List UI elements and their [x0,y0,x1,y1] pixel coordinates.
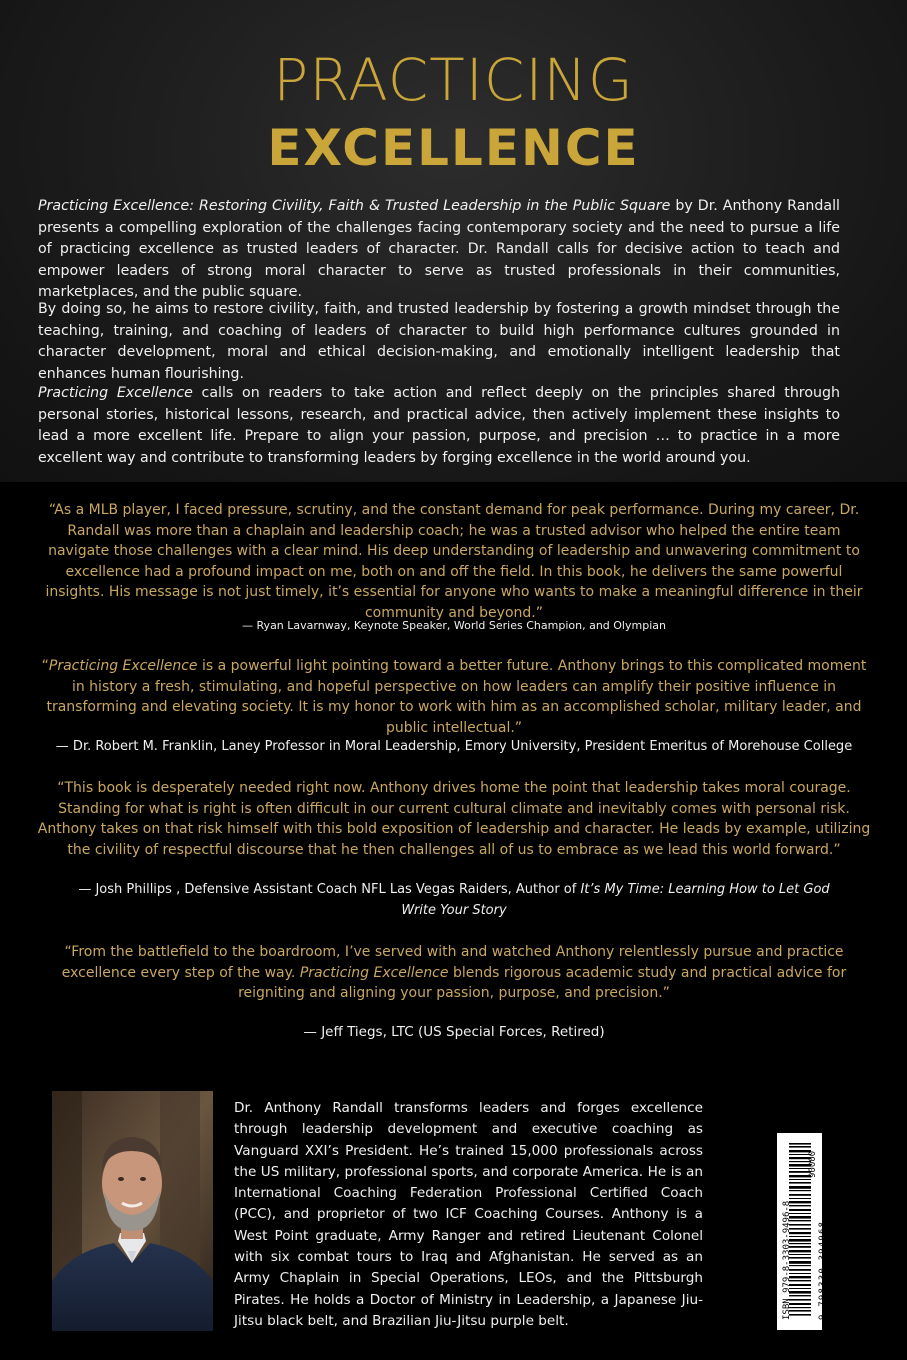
endorsement-1-attribution: — Ryan Lavarnway, Keynote Speaker, World Series Champion, and Olympian [242,619,666,632]
endorsement-4-attribution: — Jeff Tiegs, LTC (US Special Forces, Retired) [303,1024,605,1040]
endorsement-4-quote [36,942,872,1004]
author-portrait-illustration [52,1091,213,1331]
barcode-digits: 9 798330 394968 [818,1220,828,1320]
endorsement-4-text-start: “From the battlefield to the boardroom, I’ve served with and watched Anthony relentlessly pursue and practice excellence every step of the way. [61,944,844,981]
title-line-1: PRACTICING [273,46,634,114]
description-paragraph-3 [38,383,840,469]
description-paragraph-1 [38,196,840,304]
endorsement-2-attribution: — Dr. Robert M. Franklin, Laney Professor in Moral Leadership, Emory University, President Emeritus of Morehouse College [55,739,853,754]
author-bio: Dr. Anthony Randall transforms leaders and forges excellence through leadership development and executive coaching as Vanguard XXI’s President. He’s trained 15,000 professionals across the US military, professional sports, and corporate America. He is an International Coaching Federation Professional Certified Coach (PCC), and proprietor of two ICF Coaching Courses. Anthony is a West Point graduate, Army Ranger and retired Lieutenant Colonel with six combat tours to Iraq and Afghanistan. He served as an Army Chaplain in Special Operations, LEOs, and the Pittsburgh Pirates. He holds a Doctor of Ministry in Leadership, a Japanese Jiu-Jitsu black belt, and Brazilian Jiu-Jitsu purple belt. [234,1100,703,1329]
description-p3-text: calls on readers to take action and reflect deeply on the principles shared through personal stories, historical lessons, research, and practical advice, then actively implement these insights to lead a more excellent life. Prepare to align your passion, purpose, and precision … to practice in a more excellent way and contribute to transforming leaders by forging excellence in the world around you. [38,385,840,466]
author-photo [52,1091,213,1331]
endorsement-4-text-end: blends rigorous academic study and practical advice for reigniting and aligning your passion, purpose, and precision.” [238,964,847,1001]
book-title-italic: Practicing Excellence [38,385,193,401]
endorsement-2-text: is a powerful light pointing toward a better future. Anthony brings to this complicated moment in history a fresh, stimulating, and hopeful perspective on how leaders can amplify their positive influence in transforming and elevating society. It is my honor to work with him as an accomplished scholar, military leader, and public intellectual.” [46,658,867,736]
description-p1-text: by Dr. Anthony Randall presents a compelling exploration of the challenges facing contemporary society and the need to pursue a life of practicing excellence as trusted leaders of character. Dr. Randall calls for decisive action to teach and empower leaders of strong moral character to serve as trusted professionals in their communities, marketplaces, and the public square. [38,198,840,300]
book-title-italic: Practicing Excellence [299,964,449,981]
price-code: 90000 [808,1150,818,1178]
endorsement-3-quote: “This book is desperately needed right now. Anthony drives home the point that leadership takes moral courage. Standing for what is right is often difficult in our current cultural climate and inevitably comes with personal risk. Anthony takes on that risk himself with this bold exposition of leadership and character. He leads by example, utilizing the civility of respectful discourse that he then challenges all of us to embrace as we lead this world forward.” [37,780,871,858]
endorsement-2-quote [36,656,872,738]
isbn-number: ISBN 979-8-3303-9496-8 [782,1200,792,1320]
endorsement-3-author: — Josh Phillips , Defensive Assistant Coach NFL Las Vegas Raiders, Author of [78,882,581,897]
endorsement-1-quote: “As a MLB player, I faced pressure, scrutiny, and the constant demand for peak performance. During my career, Dr. Randall was more than a chaplain and leadership coach; he was a trusted advisor who helped the entire team navigate those challenges with a clear mind. His deep understanding of leadership and unwavering commitment to excellence had a profound impact on me, both on and off the field. In this book, he delivers the same powerful insights. His message is not just timely, it’s essential for anyone who wants to make a meaningful difference in their community and beyond.” [45,502,863,621]
book-full-title: Practicing Excellence: Restoring Civility, Faith & Trusted Leadership in the Public Square [38,198,671,214]
title-line-2: EXCELLENCE [267,119,640,177]
description-paragraph-2: By doing so, he aims to restore civility, faith, and trusted leadership by fostering a growth mindset through the teaching, training, and coaching of leaders of character to build high performance cultures grounded in character development, moral and ethical decision-making, and emotionally intelligent leadership that enhances human flourishing. [38,301,840,382]
book-title-italic: Practicing Excellence [48,658,198,674]
quote-open-mark: “ [41,658,49,674]
author-book-title: It’s My Time: Learning How to Let God Write Your Story [401,882,830,918]
endorsement-3-attribution [66,880,842,921]
